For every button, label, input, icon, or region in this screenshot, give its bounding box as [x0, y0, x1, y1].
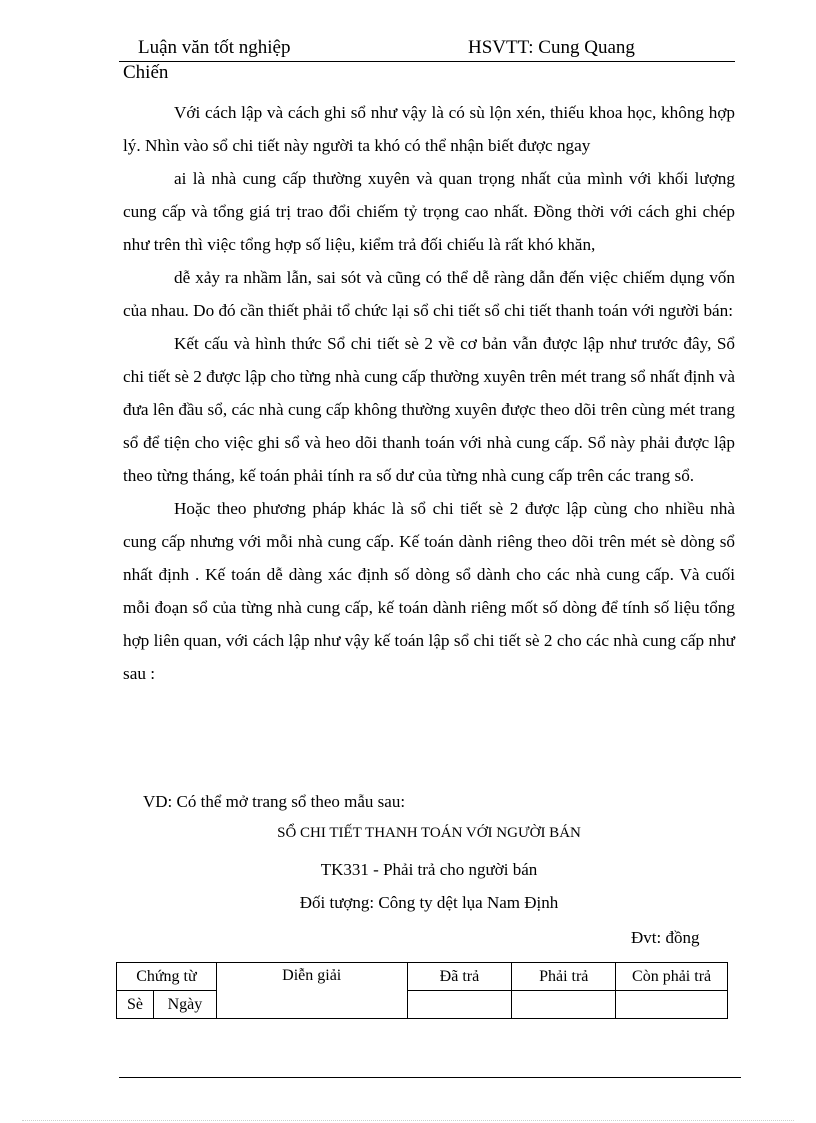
paragraph: Với cách lập và cách ghi sổ như vậy là có sù lộn xén, thiếu khoa học, không hợp lý. Nhìn vào sổ chi tiết này người ta khó có thể nhận biết được ngay [123, 103, 735, 155]
table-header-row [117, 963, 728, 991]
ledger-table [116, 962, 728, 1019]
ledger-subject: Đối tượng: Công ty dệt lụa Nam Định [299, 893, 559, 912]
paragraph: Kết cấu và hình thức Sổ chi tiết sè 2 về cơ bản vẫn được lập như trước đây, Sổ chi tiết sè 2 được lập cho từng nhà cung cấp thường xuyên trên mét trang sổ nhất định và đưa lên đầu sổ, các nhà cung cấp không thường xuyên được theo dõi trên cùng mét trang sổ để tiện cho việc ghi sổ và heo dõi thanh toán với nhà cung cấp. Sổ này phải được lập theo từng tháng, kế toán phải tính ra số dư của từng nhà cung cấp trên các trang sổ. [123, 334, 735, 485]
ledger-account: TK331 - Phải trả cho người bán [320, 860, 538, 879]
paragraph: dễ xảy ra nhầm lẫn, sai sót và cũng có thể dễ ràng dẫn đến việc chiếm dụng vốn của nhau. Do đó cần thiết phải tổ chức lại sổ chi tiết sổ chi tiết thanh toán với người bán: [123, 268, 735, 320]
body-text [123, 96, 735, 690]
header-remaining: Còn phải trả [616, 963, 728, 991]
header-number: Sè [117, 991, 154, 1019]
header-date: Ngày [153, 991, 216, 1019]
ledger-title: SỔ CHI TIẾT THANH TOÁN VỚI NGƯỜI BÁN [277, 825, 581, 841]
ledger-unit: Đvt: đồng [631, 928, 700, 947]
empty-cell [407, 991, 512, 1019]
header-title: Luận văn tốt nghiệp [138, 37, 291, 58]
empty-cell [512, 991, 616, 1019]
header-payable: Phải trả [512, 963, 616, 991]
empty-cell [616, 991, 728, 1019]
header-author: HSVTT: Cung Quang [468, 37, 635, 58]
page-edge [22, 1120, 794, 1121]
page-header [119, 36, 735, 62]
header-description: Diễn giải [216, 963, 407, 1019]
paragraph: ai là nhà cung cấp thường xuyên và quan trọng nhất của mình với khối lượng cung cấp và tổng giá trị trao đổi chiếm tỷ trọng cao nhất. Đồng thời với cách ghi chép như trên thì việc tổng hợp số liệu, kiểm trả đối chiếu là rất khó khăn, [123, 169, 735, 254]
footer-rule [119, 1077, 741, 1078]
paragraph: Hoặc theo phương pháp khác là sổ chi tiết sè 2 được lập cùng cho nhiều nhà cung cấp nhưng với mỗi nhà cung cấp. Kế toán dành riêng theo dõi trên mét sè dòng sổ nhất định . Kế toán dễ dàng xác định số dòng sổ dành cho các nhà cung cấp. Và cuối mỗi đoạn sổ của từng nhà cung cấp, kế toán dành riêng mốt số dòng để tính số liệu tổng hợp liên quan, với cách lập như vậy kế toán lập sổ chi tiết sè 2 cho các nhà cung cấp như sau : [123, 499, 735, 683]
header-voucher: Chứng từ [117, 963, 217, 991]
header-paid: Đã trả [407, 963, 512, 991]
header-author-continuation: Chiến [123, 62, 169, 83]
table-subheader-row [117, 991, 728, 1019]
example-intro: VD: Có thể mở trang sổ theo mẫu sau: [143, 792, 406, 811]
